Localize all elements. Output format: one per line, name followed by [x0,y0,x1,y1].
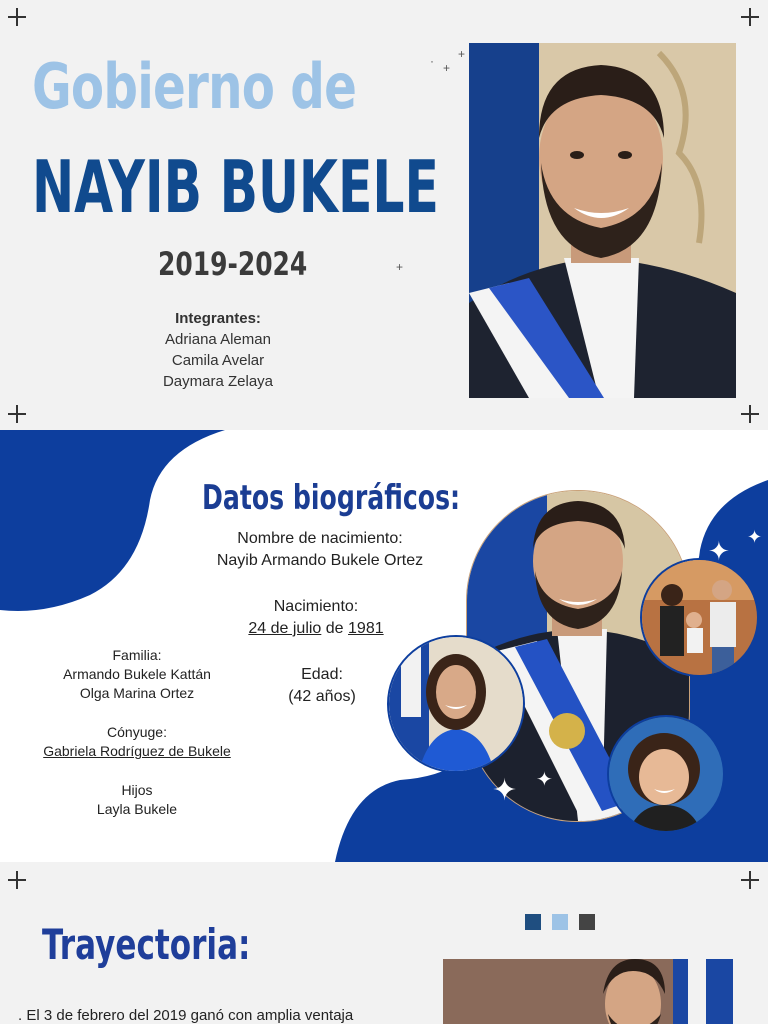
birth-name-label: Nombre de nacimiento: [237,530,403,547]
age-block [252,664,392,708]
member-name: Adriana Aleman [165,331,271,348]
members-label: Integrantes: [175,310,261,327]
sparkle-icon: ✦ [708,536,730,566]
birth-day-link[interactable]: 24 de julio [248,620,322,637]
family-label: Familia: [112,647,162,663]
family-block [22,646,252,819]
family-member: Olga Marina Ortez [79,685,195,701]
plus-decoration-icon [741,871,759,889]
age-label: Edad: [301,666,343,683]
birth-date [216,618,416,640]
children-value: Layla Bukele [96,801,178,817]
birth-label: Nacimiento: [273,598,359,615]
trajectory-slide [0,862,768,1024]
cover-title-line1: Gobierno de [32,50,357,123]
family-photo-image [640,558,759,677]
cover-slide [0,0,768,430]
plus-decoration-icon [741,8,759,26]
members-block [118,308,318,392]
trajectory-photo-image [443,959,733,1024]
sparkle-icon: ✦ [536,769,553,791]
color-square-dark [525,914,541,930]
family-member: Armando Bukele Kattán [63,666,211,682]
spouse-link[interactable]: Gabriela Rodríguez de Bukele [43,743,231,759]
trajectory-title: Trayectoria: [42,920,251,969]
bio-slide [0,430,768,862]
sparkle-icon: + [458,47,466,61]
sparkle-icon: · [430,54,434,68]
children-label: Hijos [121,782,153,798]
birth-de: de [325,620,344,637]
sparkle-icon: + [396,260,404,274]
birth-name-block [185,528,455,572]
member-name: Daymara Zelaya [162,373,274,390]
plus-decoration-icon [8,8,26,26]
cover-title-line2: NAYIB BUKELE [32,145,439,229]
member-name: Camila Avelar [171,352,265,369]
sparkle-icon: ✦ [747,527,763,547]
sparkle-icon: ✦ [492,774,518,807]
color-square-gray [579,914,595,930]
spouse-label: Cónyuge: [107,724,167,740]
birth-year-link[interactable]: 1981 [348,620,384,637]
spouse-photo-image [387,635,525,773]
trajectory-text: . El 3 de febrero del 2019 ganó con amplia ventaja [18,1007,354,1024]
plus-decoration-icon [8,871,26,889]
plus-decoration-icon [741,405,759,423]
child-photo-image [607,715,725,833]
birth-block [216,596,416,640]
birth-name-value: Nayib Armando Bukele Ortez [216,552,424,569]
age-value: (42 años) [288,688,356,705]
president-portrait-image [469,43,736,398]
plus-decoration-icon [8,405,26,423]
sparkle-icon: + [443,61,451,75]
bio-title: Datos biográficos: [202,478,461,518]
cover-years: 2019-2024 [158,245,308,283]
color-square-light [552,914,568,930]
